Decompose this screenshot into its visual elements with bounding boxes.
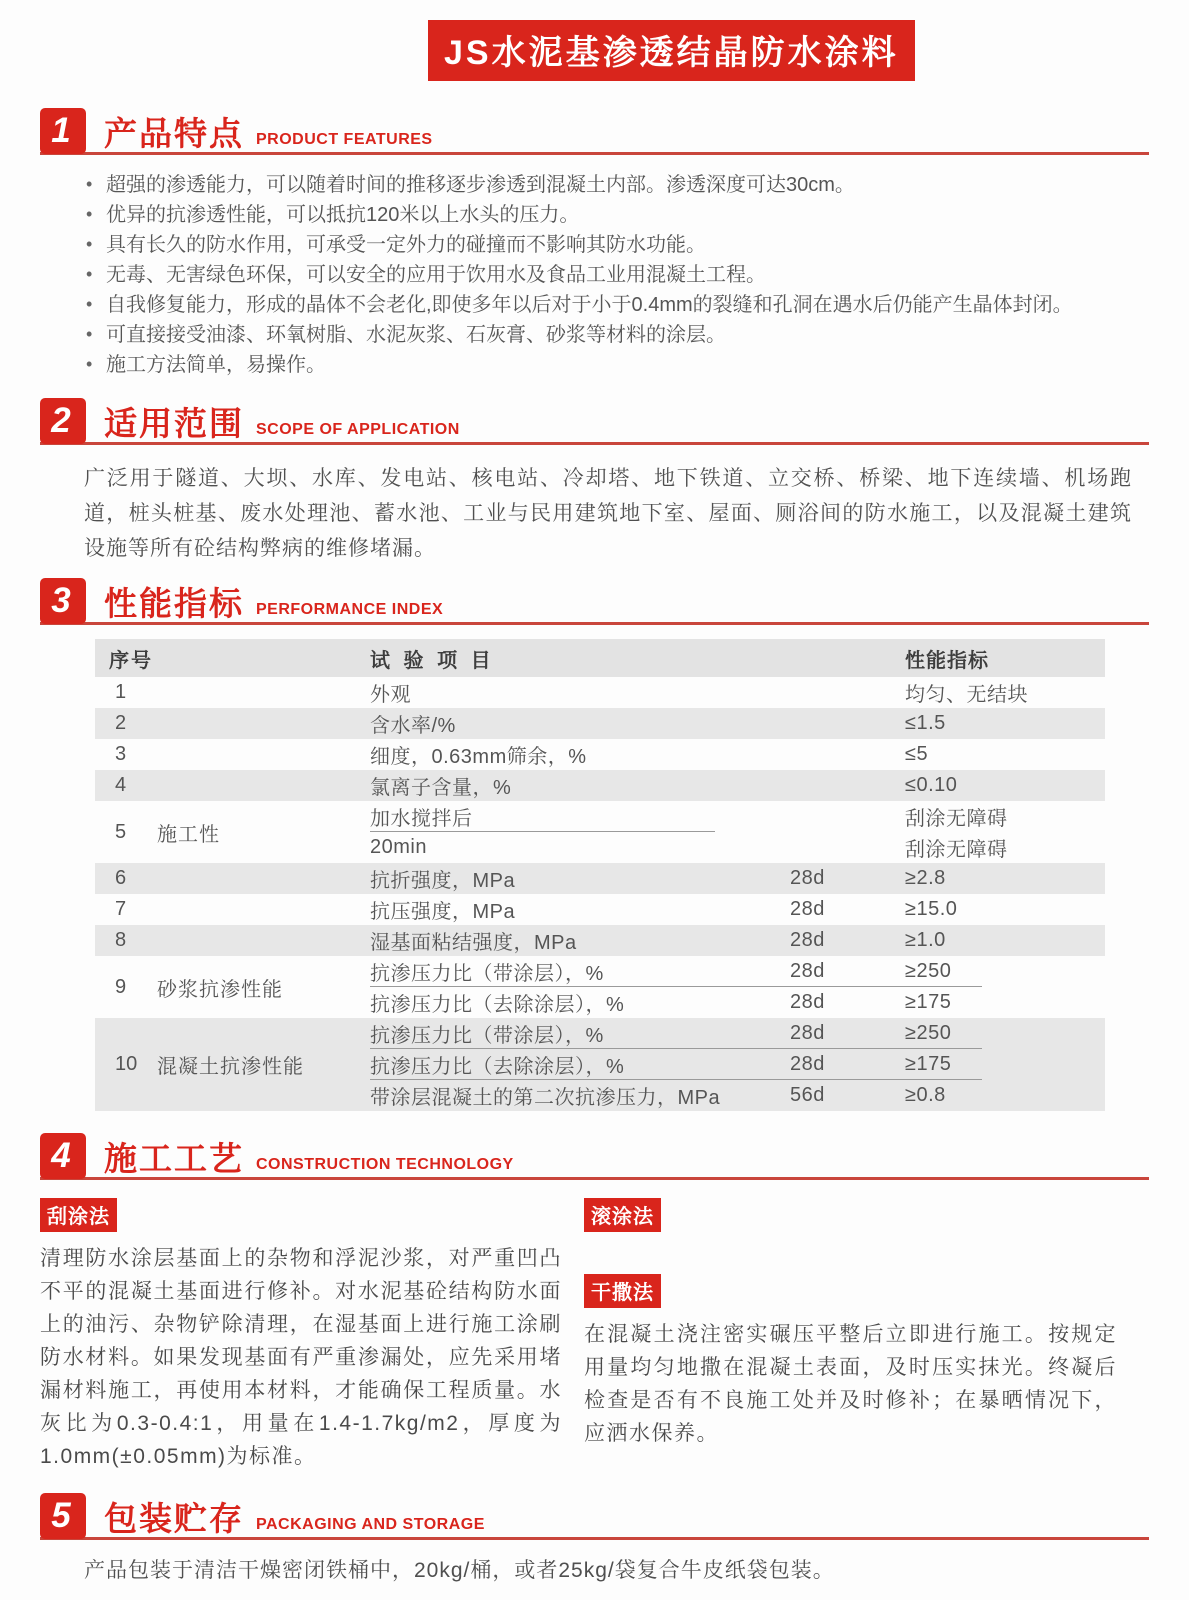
cell-item-name: 细度，0.63mm筛余，% [370,746,587,768]
cell-value: ≥15.0 [905,898,958,920]
scrape-method-block [40,1198,562,1473]
cell-age: 28d [790,1053,825,1075]
table-row [95,739,1105,770]
stack-name [370,708,790,739]
header-cell-index: 性能指标 [905,649,989,672]
cell-value: ≥175 [905,1053,952,1075]
section-title: 适用范围 [104,405,244,442]
cell-item-name: 抗折强度，MPa [370,870,516,892]
scope-paragraph: 广泛用于隧道、大坝、水库、发电站、核电站、冷却塔、地下铁道、立交桥、桥梁、地下连续墙、机场跑道，桩头桩基、废水处理池、蓄水池、工业与民用建筑地下室、屋面、厕浴间的防水施工，以及混凝土建筑设施等所有砼结构弊病的维修堵漏。 [84,467,1132,560]
cell-no: 2 [115,712,127,734]
stack-name [370,770,790,801]
cell-no: 5 [115,820,127,843]
cell-category: 施工性 [157,823,220,846]
section-number: 3 [40,578,86,624]
header-cell-item: 试 验 项 目 [370,649,495,672]
cell-no: 7 [115,898,127,920]
method-tag-dry: 干撒法 [584,1274,661,1308]
stack-age [790,801,905,863]
section-subtitle: SCOPE OF APPLICATION [256,421,460,438]
cell-category: 砂浆抗渗性能 [157,978,283,1001]
cell-age: 28d [790,867,825,889]
bullet-icon: • [86,354,93,374]
section-header-performance [40,578,1149,625]
cell-value: ≤0.10 [905,774,958,796]
table-row [95,677,1105,708]
cell-item-name: 含水率/% [370,715,456,737]
feature-list [84,170,1149,380]
cell-no: 9 [115,975,127,998]
section-title: 施工工艺 [104,1140,244,1177]
section-header-scope [40,398,1149,445]
construction-columns [40,1198,1149,1473]
stack-age [790,770,905,801]
cell-item-name: 带涂层混凝土的第二次抗渗压力，MPa [370,1087,721,1109]
title-bar [428,20,1149,72]
stack-name [370,894,790,925]
stack-val [905,677,1105,708]
stack-age [790,677,905,708]
cell-age: 28d [790,929,825,951]
bullet-icon: • [86,234,93,254]
stack-val [905,801,1105,863]
cell-value: 刮涂无障碍 [905,839,1008,861]
stack-name [370,677,790,708]
stack-age [790,894,905,925]
table-row [95,801,1105,863]
section-subtitle: PERFORMANCE INDEX [256,601,444,618]
cell-item-name: 氯离子含量，% [370,777,512,799]
stack-val [905,770,1105,801]
cell-item-name: 抗渗压力比（去除涂层），% [370,994,625,1016]
packaging-paragraph: 产品包装于清洁干燥密闭铁桶中，20kg/桶，或者25kg/袋复合牛皮纸袋包装。 [84,1559,835,1582]
feature-bullet: • 可直接接受油漆、环氧树脂、水泥灰浆、石灰膏、砂浆等材料的涂层。 [84,320,1149,350]
stack-name [370,1018,790,1111]
page-title: JS水泥基渗透结晶防水涂料 [428,20,915,81]
table-header-row [95,639,1105,677]
feature-bullet: • 自我修复能力，形成的晶体不会老化,即使多年以后对于小于0.4mm的裂缝和孔洞在遇水后仍能产生晶体封闭。 [84,290,1149,320]
method-tag-scrape: 刮涂法 [40,1198,117,1232]
sub-row-separator [370,1048,982,1049]
section-subtitle: CONSTRUCTION TECHNOLOGY [256,1156,514,1173]
cell-value: ≤1.5 [905,712,946,734]
cell-value: ≥250 [905,960,952,982]
section-title: 包装贮存 [104,1500,244,1537]
stack-val [905,739,1105,770]
cell-item-name: 20min [370,836,427,858]
header-cell-no: 序号 [109,649,153,672]
stack-age [790,956,905,1018]
stack-age [790,739,905,770]
table-row [95,956,1105,1018]
table-row [95,925,1105,956]
feature-bullet: • 无毒、无害绿色环保，可以安全的应用于饮用水及食品工业用混凝土工程。 [84,260,1149,290]
performance-table [95,639,1105,1111]
stack-name [370,801,790,863]
cell-value: ≥175 [905,991,952,1013]
feature-bullet: • 优异的抗渗透性能，可以抵抗120米以上水头的压力。 [84,200,1149,230]
cell-age [790,739,905,770]
stack-age [790,1018,905,1111]
section-number: 1 [40,108,86,154]
cell-item-name: 加水搅拌后 [370,808,473,830]
cell-value: 均匀、无结块 [905,684,1028,706]
stack-name [370,739,790,770]
bullet-icon: • [86,324,93,344]
cell-age: 28d [790,1022,825,1044]
cell-age [790,708,905,739]
bullet-icon: • [86,264,93,284]
cell-age: 28d [790,991,825,1013]
cell-value: ≥250 [905,1022,952,1044]
bullet-icon: • [86,174,93,194]
cell-item-name: 抗渗压力比（带涂层），% [370,963,604,985]
table-row [95,863,1105,894]
cell-age [790,677,905,708]
cell-no: 6 [115,867,127,889]
cell-item-name: 抗渗压力比（去除涂层），% [370,1056,625,1078]
table-row [95,894,1105,925]
stack-age [790,925,905,956]
stack-name [370,863,790,894]
cell-item-name: 湿基面粘结强度，MPa [370,932,577,954]
scrape-method-paragraph: 清理防水涂层基面上的杂物和浮泥沙浆，对严重凹凸不平的混凝土基面进行修补。对水泥基砼结构防水面上的油污、杂物铲除清理，在湿基面上进行施工涂刷防水材料。如果发现基面有严重渗漏处，应先采用堵漏材料施工，再使用本材料，才能确保工程质量。水灰比为0.3-0.4:1，用量在1.4-1.7kg/m2，厚度为1.0mm(±0.05mm)为标准。 [40,1247,562,1468]
stack-val [905,708,1105,739]
bullet-icon: • [86,204,93,224]
cell-no: 4 [115,774,127,796]
table-row [95,1018,1105,1111]
cell-item-name: 抗压强度，MPa [370,901,516,923]
cell-no: 10 [115,1053,138,1075]
sub-row-separator [370,986,982,987]
feature-bullet: • 施工方法简单，易操作。 [84,350,1149,380]
section-title: 性能指标 [104,585,244,622]
table-row [95,708,1105,739]
section-title: 产品特点 [104,115,244,152]
cell-no: 1 [115,681,127,703]
stack-name [370,925,790,956]
stack-val [905,1018,1105,1111]
cell-category: 混凝土抗渗性能 [157,1056,304,1078]
stack-age [790,708,905,739]
cell-age: 28d [790,898,825,920]
stack-val [905,894,1105,925]
right-method-block [584,1198,1117,1473]
section-header-features [40,108,1149,155]
cell-item-name: 外观 [370,684,411,706]
sub-row-separator [370,1079,982,1080]
cell-no: 3 [115,743,127,765]
table-row [95,770,1105,801]
section-header-packaging [40,1493,1149,1540]
stack-val [905,863,1105,894]
cell-age: 28d [790,960,825,982]
stack-age [790,863,905,894]
bullet-icon: • [86,294,93,314]
section-number: 4 [40,1133,86,1179]
dry-method-paragraph: 在混凝土浇注密实碾压平整后立即进行施工。按规定用量均匀地撒在混凝土表面，及时压实抹光。终凝后检查是否有不良施工处并及时修补；在暴晒情况下，应洒水保养。 [584,1323,1117,1445]
cell-value: ≤5 [905,743,929,765]
feature-bullet: • 具有长久的防水作用，可承受一定外力的碰撞而不影响其防水功能。 [84,230,1149,260]
cell-value: ≥1.0 [905,929,946,951]
stack-val [905,956,1105,1018]
cell-age [790,832,905,863]
stack-name [370,956,790,1018]
method-tag-roll: 滚涂法 [584,1198,661,1232]
spacer [584,1232,1117,1274]
cell-age [790,801,905,832]
cell-value: ≥0.8 [905,1084,946,1106]
section-number: 5 [40,1493,86,1539]
cell-value: 刮涂无障碍 [905,808,1008,830]
cell-no: 8 [115,929,127,951]
cell-value: ≥2.8 [905,867,946,889]
section-subtitle: PACKAGING AND STORAGE [256,1516,485,1533]
section-subtitle: PRODUCT FEATURES [256,131,433,148]
cell-age [790,770,905,801]
stack-val [905,925,1105,956]
sub-row-separator [370,831,715,832]
section-header-construction [40,1133,1149,1180]
cell-age: 56d [790,1084,825,1106]
section-number: 2 [40,398,86,444]
cell-item-name: 抗渗压力比（带涂层），% [370,1025,604,1047]
feature-bullet: • 超强的渗透能力，可以随着时间的推移逐步渗透到混凝土内部。渗透深度可达30cm。 [84,170,1149,200]
